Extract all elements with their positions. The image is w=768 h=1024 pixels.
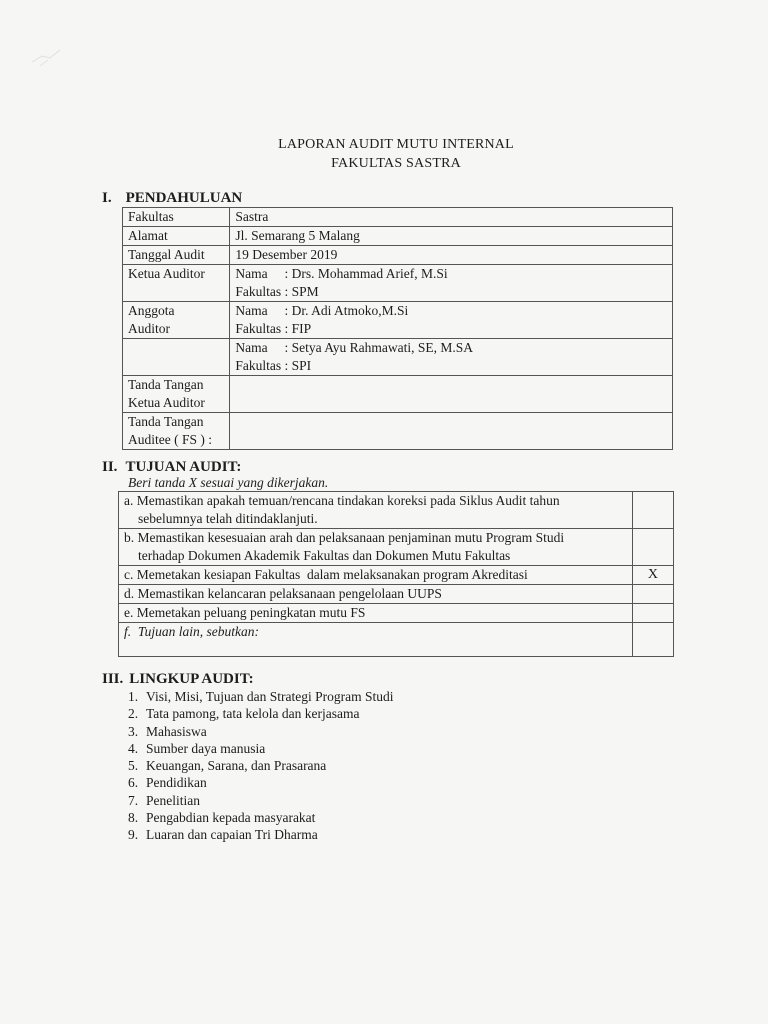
scope-list	[128, 688, 393, 844]
field-label	[123, 302, 230, 339]
field-value: Jl. Semarang 5 Malang	[230, 227, 673, 246]
list-number: 1.	[128, 689, 139, 704]
scan-smudge-mark	[30, 40, 70, 70]
list-item	[128, 792, 393, 809]
table-row	[119, 585, 674, 604]
table-row	[123, 339, 673, 376]
section-2-title: TUJUAN AUDIT:	[125, 459, 242, 475]
list-number: 9.	[128, 827, 139, 843]
field-label	[123, 376, 230, 413]
goal-checkbox[interactable]: X	[632, 566, 673, 585]
table-row	[123, 208, 673, 227]
table-row	[119, 623, 674, 657]
goal-text-continued: sebelumnya telah ditindaklanjuti.	[138, 511, 318, 526]
field-label-line: Tanda Tangan	[128, 377, 204, 392]
list-text: Sumber daya manusia	[146, 740, 266, 756]
goal-item: d. Memastikan kelancaran pelaksanaan pengelolaan UUPS	[119, 585, 633, 604]
table-row	[123, 376, 673, 413]
table-row	[119, 566, 674, 585]
field-label-line: Auditee ( FS ) :	[128, 432, 212, 447]
list-number: 7.	[128, 792, 139, 808]
field-label: Alamat	[123, 227, 230, 246]
list-number: 6.	[128, 775, 139, 791]
field-value	[230, 302, 673, 339]
list-item	[128, 723, 393, 740]
section-2-heading	[102, 459, 241, 476]
goal-item-other[interactable]: f. Tujuan lain, sebutkan:	[119, 623, 633, 657]
goal-item	[119, 529, 633, 566]
list-text: Tata pamong, tata kelola dan kerjasama	[146, 706, 360, 722]
list-item	[128, 774, 393, 791]
field-label-line: Auditor	[128, 321, 170, 336]
list-number: 2.	[128, 706, 139, 722]
table-row	[123, 246, 673, 265]
table-row	[123, 265, 673, 302]
table-row	[119, 529, 674, 566]
goals-table	[118, 491, 674, 657]
table-row	[119, 492, 674, 529]
table-row	[123, 302, 673, 339]
field-label-line: Tanda Tangan	[128, 414, 204, 429]
field-label: Ketua Auditor	[123, 265, 230, 302]
field-value	[230, 339, 673, 376]
field-label: Tanggal Audit	[123, 246, 230, 265]
list-text: Visi, Misi, Tujuan dan Strategi Program Studi	[146, 689, 394, 704]
field-label: Fakultas	[123, 208, 230, 227]
auditor-name: Nama : Dr. Adi Atmoko,M.Si	[235, 303, 409, 318]
list-text: Keuangan, Sarana, dan Prasarana	[146, 758, 327, 774]
list-number: 8.	[128, 810, 139, 826]
section-1-title: PENDAHULUAN	[125, 190, 243, 206]
section-1-heading	[102, 190, 242, 207]
field-label	[123, 413, 230, 450]
goal-checkbox[interactable]	[632, 529, 673, 566]
list-item	[128, 809, 393, 826]
goal-item: c. Memetakan kesiapan Fakultas dalam melaksanakan program Akreditasi	[119, 566, 633, 585]
section-3-number: III.	[102, 671, 124, 687]
report-subtitle: FAKULTAS SASTRA	[331, 156, 461, 171]
list-number: 5.	[128, 758, 139, 774]
list-number: 3.	[128, 723, 139, 739]
report-title: LAPORAN AUDIT MUTU INTERNAL	[278, 137, 514, 152]
goal-item: e. Memetakan peluang peningkatan mutu FS	[119, 604, 633, 623]
section-2-instruction: Beri tanda X sesuai yang dikerjakan.	[128, 475, 329, 490]
list-item	[128, 705, 393, 722]
list-number: 4.	[128, 740, 139, 756]
list-item	[128, 740, 393, 757]
auditor-faculty: Fakultas : FIP	[235, 321, 312, 336]
goal-text: b. Memastikan kesesuaian arah dan pelaksanaan penjaminan mutu Program Studi	[124, 530, 565, 545]
field-value	[230, 265, 673, 302]
field-value: 19 Desember 2019	[230, 246, 673, 265]
list-text: Pengabdian kepada masyarakat	[146, 810, 316, 826]
list-text: Penelitian	[146, 792, 200, 808]
goal-text-continued: terhadap Dokumen Akademik Fakultas dan Dokumen Mutu Fakultas	[138, 548, 511, 563]
list-item	[128, 757, 393, 774]
goal-checkbox[interactable]	[632, 585, 673, 604]
list-text: Luaran dan capaian Tri Dharma	[146, 827, 318, 843]
list-text: Pendidikan	[146, 775, 207, 791]
goal-item	[119, 492, 633, 529]
signature-field[interactable]	[230, 413, 673, 450]
section-1-number: I.	[102, 190, 112, 206]
section-3-heading	[102, 671, 254, 688]
goal-checkbox[interactable]	[632, 604, 673, 623]
field-label	[123, 339, 230, 376]
auditor-name: Nama : Drs. Mohammad Arief, M.Si	[235, 266, 448, 281]
signature-field[interactable]	[230, 376, 673, 413]
table-row	[123, 227, 673, 246]
list-text: Mahasiswa	[146, 723, 207, 739]
list-item	[128, 826, 393, 843]
section-3-title: LINGKUP AUDIT:	[129, 671, 254, 687]
auditor-faculty: Fakultas : SPM	[235, 284, 319, 299]
auditor-faculty: Fakultas : SPI	[235, 358, 312, 373]
table-row	[119, 604, 674, 623]
list-item	[128, 688, 393, 705]
goal-checkbox[interactable]	[632, 623, 673, 657]
goal-text: a. Memastikan apakah temuan/rencana tindakan koreksi pada Siklus Audit tahun	[124, 493, 560, 508]
table-row	[123, 413, 673, 450]
field-label-line: Anggota	[128, 303, 175, 318]
field-label-line: Ketua Auditor	[128, 395, 205, 410]
intro-table	[122, 207, 673, 450]
field-value: Sastra	[230, 208, 673, 227]
section-2-number: II.	[102, 459, 118, 475]
auditor-name: Nama : Setya Ayu Rahmawati, SE, M.SA	[235, 340, 473, 355]
goal-checkbox[interactable]	[632, 492, 673, 529]
